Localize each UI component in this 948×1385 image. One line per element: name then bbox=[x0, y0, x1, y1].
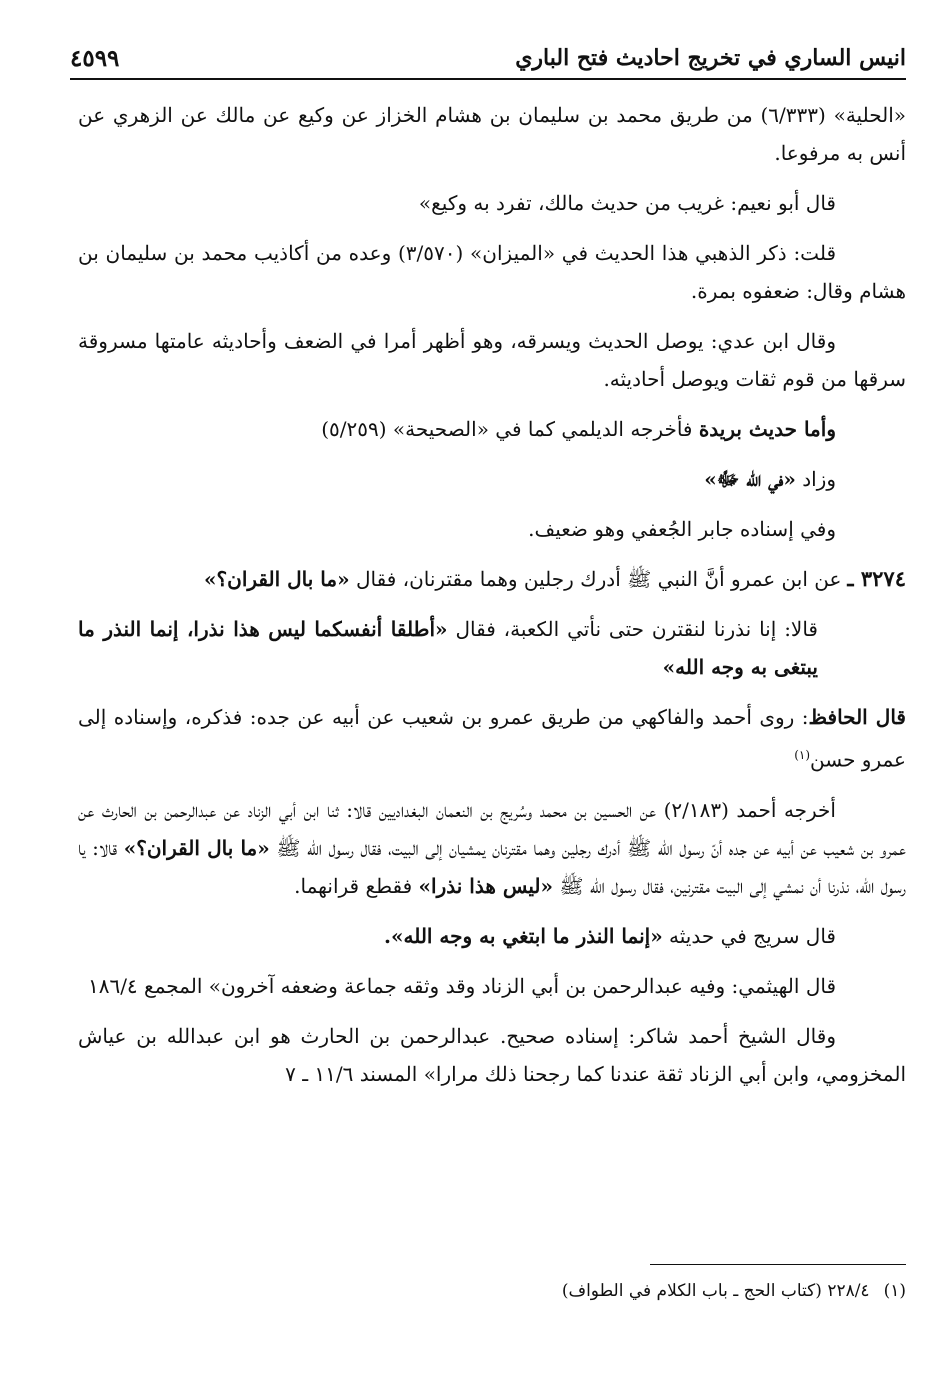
paragraph-jufi: وفي إسناده جابر الجُعفي وهو ضعيف. bbox=[528, 517, 836, 541]
paragraph-hafiz bbox=[78, 698, 906, 779]
paragraph-addition bbox=[78, 460, 906, 498]
takhrij-quote-1: «ما بال القران؟» bbox=[123, 835, 270, 860]
hadith-quote-1: «ما بال القران؟» bbox=[204, 567, 350, 591]
suraij-prefix: قال سريج في حديثه bbox=[662, 923, 836, 948]
takhrij-quote-2: «ليس هذا نذرا» bbox=[418, 873, 553, 898]
suraij-quote: «إنما النذر ما ابتغي به وجه الله». bbox=[384, 923, 663, 948]
hadith-number: ٣٢٧٤ ـ bbox=[847, 566, 906, 591]
book-title: انيس الساري في تخريج احاديث فتح الباري bbox=[515, 45, 906, 71]
addition-quote: «في الله ﷻ» bbox=[704, 467, 796, 491]
footnote-reference: (١) bbox=[794, 748, 811, 762]
paragraph-suraij bbox=[78, 917, 906, 955]
page-header bbox=[70, 38, 906, 80]
paragraph-dhahabi: قلت: ذكر الذهبي هذا الحديث في «الميزان» (٣/٥٧٠) وعده من أكاذيب محمد بن سليمان بن هشام وقال: ضعفوه بمرة. bbox=[78, 241, 906, 303]
paragraph-burayda bbox=[78, 410, 906, 448]
footnote bbox=[78, 1276, 906, 1306]
hafiz-text: : روى أحمد والفاكهي من طريق عمرو بن شعيب عن أبيه عن جده: فذكره، وإسناده إلى عمرو حسن bbox=[78, 705, 906, 772]
takhrij-text-2: قالا: يا رسول الله، نذرنا أن نمشي إلى البيت مقترنين، فقال رسول الله ﷺ bbox=[78, 835, 906, 898]
hadith-entry bbox=[78, 560, 906, 598]
addition-prefix: وزاد bbox=[795, 467, 836, 491]
paragraph-ibn-adi: وقال ابن عدي: يوصل الحديث ويسرقه، وهو أظهر أمرا في الضعف وأحاديثه عامتها مسروقة سرقها من قوم ثقات ويوصل أحاديثه. bbox=[78, 329, 906, 391]
hadith-continuation bbox=[78, 610, 818, 686]
hadith-quote-2: «أطلقا أنفسكما ليس هذا نذرا، إنما النذر ما يبتغى به وجه الله» bbox=[78, 617, 818, 679]
paragraph-haythami: قال الهيثمي: وفيه عبدالرحمن بن أبي الزناد وقد وثقه جماعة وضعفه آخرون» المجمع ١٨٦/٤ bbox=[87, 973, 836, 998]
burayda-text: فأخرجه الديلمي كما في «الصحيحة» (٥/٢٥٩) bbox=[321, 417, 699, 441]
hadith-line-1: عن ابن عمرو أنَّ النبي ﷺ أدرك رجلين وهما مقترنان، فقال bbox=[349, 567, 842, 591]
paragraph-abu-nuaym: قال أبو نعيم: غريب من حديث مالك، تفرد به وكيع» bbox=[418, 191, 836, 215]
footnote-separator bbox=[650, 1264, 906, 1265]
paragraph-takhrij bbox=[78, 791, 906, 905]
takhrij-text-3: فقطع قرانهما. bbox=[294, 873, 419, 898]
hafiz-label: قال الحافظ bbox=[808, 705, 906, 729]
footnote-text: ٢٢٨/٤ (كتاب الحج ـ باب الكلام في الطواف) bbox=[561, 1281, 870, 1301]
paragraph-shakir: وقال الشيخ أحمد شاكر: إسناده صحيح. عبدالرحمن بن الحارث هو ابن عبدالله بن عياش المخزومي، وابن أبي الزناد ثقة عندنا كما رجحنا ذلك مرارا» المسند ١١/٦ ـ ٧ bbox=[78, 1023, 906, 1086]
page-body bbox=[78, 96, 906, 1105]
hadith-line-2: قالا: إنا نذرنا لنقترن حتى نأتي الكعبة، فقال bbox=[447, 617, 818, 641]
page-number: ٤٥٩٩ bbox=[70, 44, 120, 72]
takhrij-text-1: أخرجه أحمد (٢/١٨٣) عن الحسين بن محمد وسُريج بن النعمان البغداديين قالا: ثنا ابن أبي الزناد عن عبدالرحمن بن الحارث عن عمرو بن شعيب عن أبيه عن جده أنّ رسول الله ﷺ أدرك رجلين وهما مقترنان يمشيان إلى البيت، فقال رسول الله ﷺ bbox=[78, 797, 906, 860]
paragraph-hilya: «الحلية» (٦/٣٣٣) من طريق محمد بن سليمان بن هشام الخزاز عن وكيع عن مالك عن الزهري عن أنس به مرفوعا. bbox=[78, 103, 906, 165]
footnote-mark: (١) bbox=[883, 1281, 906, 1301]
burayda-heading: وأما حديث بريدة bbox=[698, 417, 836, 441]
hadith-text bbox=[78, 560, 841, 598]
